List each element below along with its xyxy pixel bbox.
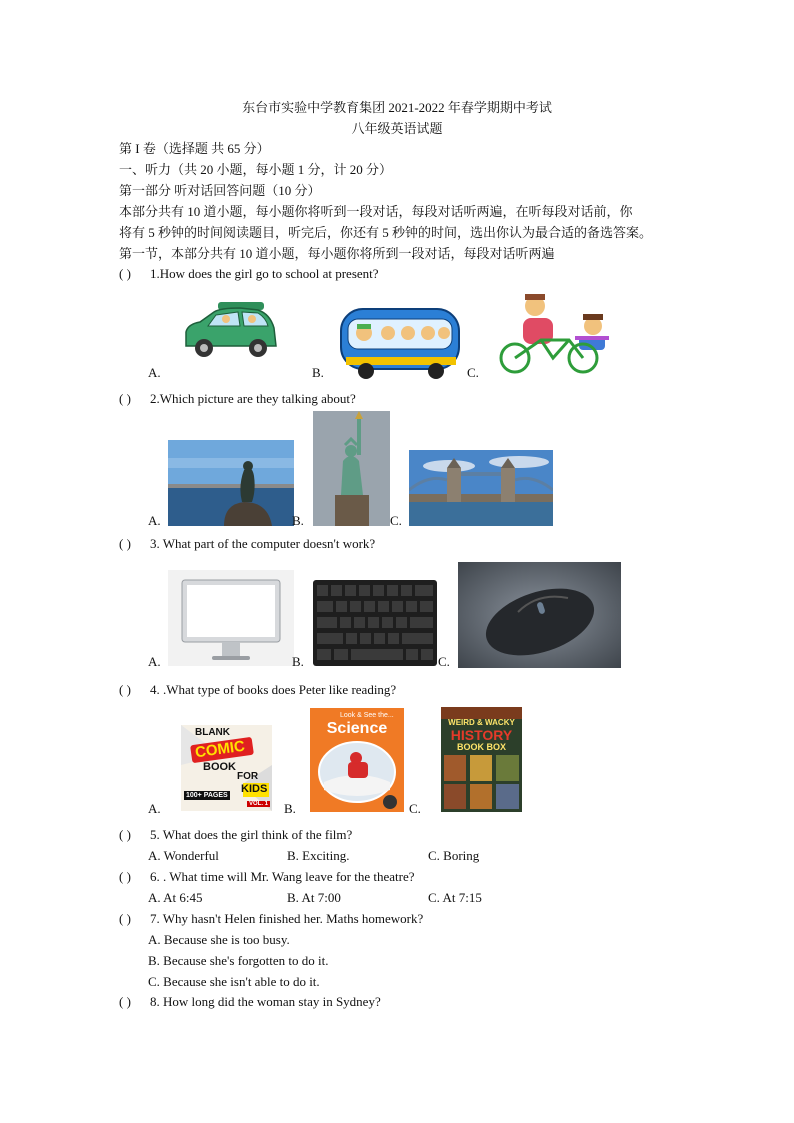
q3-option-c: C. (438, 654, 450, 669)
q4-option-c: C. (409, 801, 421, 816)
history-book-cover (441, 707, 522, 812)
question-5: 5. What does the girl think of the film? (150, 827, 353, 842)
history-title-line-3: BOOK BOX (456, 742, 506, 752)
q1-option-b: B. (312, 365, 324, 380)
science-series-label: Look & See the... (340, 712, 394, 719)
mouse-image (458, 562, 621, 668)
science-book-cover (310, 708, 404, 812)
question-3: 3. What part of the computer doesn't work? (150, 536, 376, 551)
q3-option-b: B. (292, 654, 304, 669)
instruction-line-3: 第一节，本部分共有 10 道小题，每小题你将所到一段对话，每段对话听两遍 (119, 246, 555, 261)
answer-bracket: ( ) (119, 994, 131, 1009)
history-title-line-1: WEIRD & WACKY (448, 718, 515, 727)
tower-bridge-image (409, 450, 553, 526)
q2-option-a: A. (148, 513, 161, 528)
car-image (180, 298, 280, 362)
question-6: 6. . What time will Mr. Wang leave for the theatre? (150, 869, 415, 884)
q6-option-c: C. At 7:15 (428, 890, 482, 905)
statue-of-liberty-image (313, 411, 390, 526)
q7-option-b: B. Because she's forgotten to do it. (148, 953, 329, 968)
comic-pages-badge: 100+ PAGES (186, 792, 228, 799)
q2-option-c: C. (390, 513, 402, 528)
answer-bracket: ( ) (119, 869, 131, 884)
answer-bracket: ( ) (119, 682, 131, 697)
history-title-line-2: HISTORY (450, 727, 513, 743)
question-8: 8. How long did the woman stay in Sydney? (150, 994, 381, 1009)
section-heading: 第 I 卷（选择题 共 65 分） (119, 141, 270, 156)
monitor-image (168, 570, 294, 666)
q5-option-a: A. Wonderful (148, 848, 219, 863)
q3-option-a: A. (148, 654, 161, 669)
q7-option-a: A. Because she is too busy. (148, 932, 290, 947)
comic-book-cover (181, 725, 272, 811)
question-2: 2.Which picture are they talking about? (150, 391, 356, 406)
keyboard-image (313, 580, 437, 666)
question-4: 4. .What type of books does Peter like reading? (150, 682, 397, 697)
instruction-line-2: 将有 5 秒钟的时间阅读题目，听完后，你还有 5 秒钟的时间，选出你认为最合适的备选答案。 (119, 225, 653, 240)
comic-word-for: FOR (237, 771, 259, 782)
bicycle-image (497, 292, 617, 374)
comic-word-comic: COMIC (194, 737, 246, 762)
comic-word-blank: BLANK (195, 727, 230, 738)
bus-image (338, 305, 464, 380)
mermaid-statue-image (168, 440, 294, 526)
instruction-line-1: 本部分共有 10 道小题，每小题你将听到一段对话，每段对话听两遍，在听每段对话前，你 (119, 204, 633, 219)
q5-option-c: C. Boring (428, 848, 480, 863)
q1-option-c: C. (467, 365, 479, 380)
exam-subtitle: 八年级英语试题 (351, 121, 443, 136)
listening-heading: 一、听力（共 20 小题，每小题 1 分，计 20 分） (119, 162, 393, 177)
comic-volume-badge: VOL. 1 (249, 801, 269, 807)
question-1: 1.How does the girl go to school at present? (150, 266, 379, 281)
answer-bracket: ( ) (119, 266, 131, 281)
answer-bracket: ( ) (119, 536, 131, 551)
q2-option-b: B. (292, 513, 304, 528)
q4-option-b: B. (284, 801, 296, 816)
exam-title: 东台市实验中学教育集团 2021-2022 年春学期期中考试 (242, 100, 552, 115)
answer-bracket: ( ) (119, 391, 131, 406)
q1-option-a: A. (148, 365, 161, 380)
question-7: 7. Why hasn't Helen finished her. Maths homework? (150, 911, 424, 926)
q6-option-b: B. At 7:00 (287, 890, 341, 905)
q5-option-b: B. Exciting. (287, 848, 350, 863)
q7-option-c: C. Because she isn't able to do it. (148, 974, 320, 989)
q4-option-a: A. (148, 801, 161, 816)
answer-bracket: ( ) (119, 911, 131, 926)
comic-word-kids: KIDS (241, 783, 268, 795)
science-title: Science (326, 720, 388, 737)
answer-bracket: ( ) (119, 827, 131, 842)
comic-word-book: BOOK (203, 761, 236, 773)
subpart-heading: 第一部分 听对话回答问题（10 分） (119, 183, 321, 198)
q6-option-a: A. At 6:45 (148, 890, 203, 905)
